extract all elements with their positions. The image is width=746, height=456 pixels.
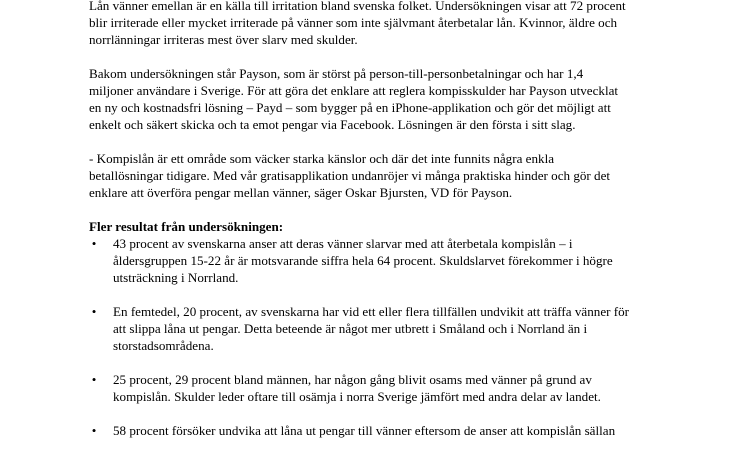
text-line: kompislån. Skulder leder oftare till osämja i norra Sverige jämfört med andra delar av landet.	[113, 389, 601, 404]
list-item	[89, 371, 689, 405]
text-line: att slippa låna ut pengar. Detta beteende är något mer utbrett i Småland och i Norrland än i	[113, 321, 588, 336]
text-line: 25 procent, 29 procent bland männen, har någon gång blivit osams med vänner på grund av	[113, 372, 592, 387]
list-item	[89, 235, 689, 286]
text-line: norrlänningar irriteras mest över slarv med skulder.	[89, 32, 358, 47]
text-line: en ny och kostnadsfri lösning – Payd – som bygger på en iPhone-applikation och gör det möjligt att	[89, 100, 611, 115]
intro-paragraph	[89, 0, 689, 48]
results-heading: Fler resultat från undersökningen:	[89, 219, 284, 234]
payson-paragraph	[89, 65, 689, 133]
bullet-icon: •	[91, 423, 97, 438]
list-item	[89, 422, 689, 439]
text-line: enkelt och säkert skicka och ta emot pengar via Facebook. Lösningen är den första i sitt slag.	[89, 117, 576, 132]
text-line: En femtedel, 20 procent, av svenskarna har vid ett eller flera tillfällen undvikit att träffa vänner för	[113, 304, 630, 319]
quote-paragraph	[89, 150, 689, 201]
text-line: 58 procent försöker undvika att låna ut pengar till vänner eftersom de anser att kompislån sällan	[113, 423, 616, 438]
results-list	[89, 235, 689, 439]
text-line: miljoner användare i Sverige. För att göra det enklare att reglera kompisskulder har Payson utvecklat	[89, 83, 619, 98]
text-line: Bakom undersökningen står Payson, som är störst på person-till-personbetalningar och har 1,4	[89, 66, 584, 81]
list-item	[89, 303, 689, 354]
text-line: Lån vänner emellan är en källa till irritation bland svenska folket. Undersökningen visar att 72 procent	[89, 0, 626, 13]
text-line: storstadsområdena.	[113, 338, 214, 353]
text-line: enklare att överföra pengar mellan vänner, säger Oskar Bjursten, VD för Payson.	[89, 185, 513, 200]
text-line: - Kompislån är ett område som väcker starka känslor och där det inte funnits några enkla	[89, 151, 555, 166]
text-line: 43 procent av svenskarna anser att deras vänner slarvar med att återbetala kompislån – i	[113, 236, 573, 251]
text-line: åldersgruppen 15-22 år är motsvarande siffra hela 64 procent. Skuldslarvet förekommer i högre	[113, 253, 613, 268]
bullet-icon: •	[91, 304, 97, 319]
text-line: utsträckning i Norrland.	[113, 270, 239, 285]
bullet-icon: •	[91, 236, 97, 251]
bullet-icon: •	[91, 372, 97, 387]
document-page	[89, 0, 689, 456]
text-line: betallösningar tidigare. Med vår gratisapplikation undanröjer vi många praktiska hinder och gör det	[89, 168, 611, 183]
text-line: blir irriterade eller mycket irriterade på vänner som inte självmant återbetalar lån. Kvinnor, äldre och	[89, 15, 618, 30]
